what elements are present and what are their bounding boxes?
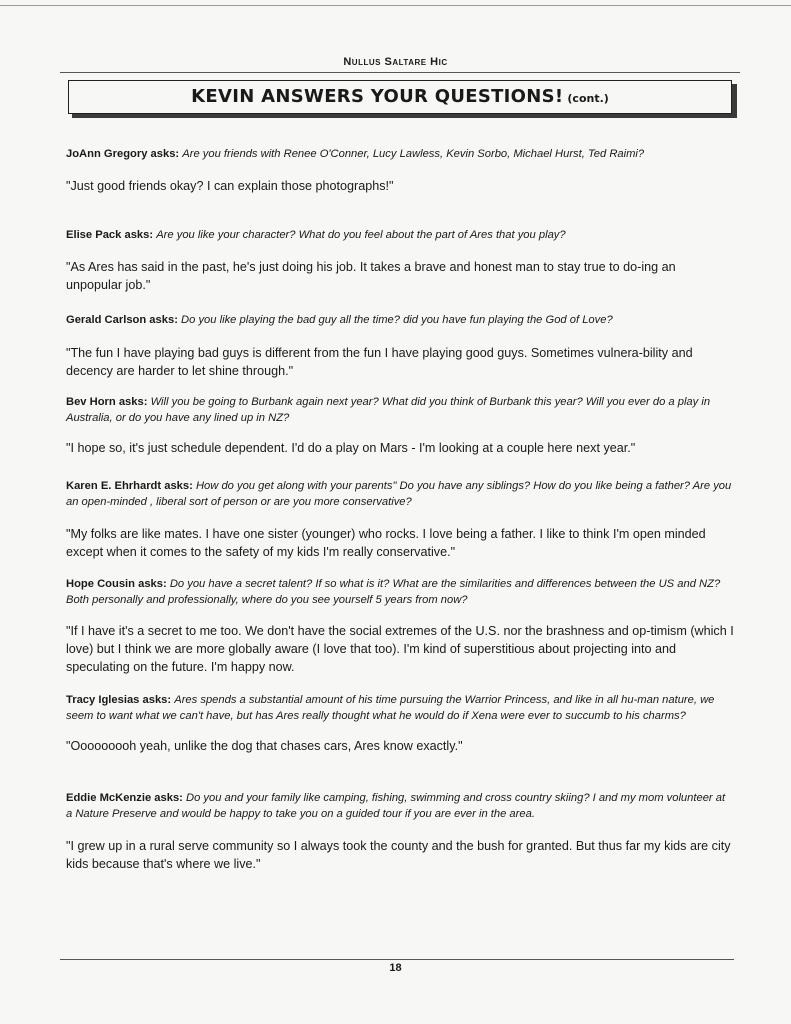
title-suffix: (cont.) bbox=[567, 92, 609, 105]
qa-item bbox=[66, 227, 734, 294]
scan-top-rule bbox=[0, 5, 791, 6]
answer-text: "As Ares has said in the past, he's just doing his job. It takes a brave and honest man to stay true to do-ing an unpopular job." bbox=[66, 260, 676, 292]
question-text: Ares spends a substantial amount of his time pursuing the Warrior Princess, and like in all hu-man nature, we seem to want what we can't have, but has Ares really thought what he would do if Xena were ever to succumb to his charms? bbox=[66, 694, 715, 722]
title-banner bbox=[68, 80, 732, 114]
asker-name: Tracy Iglesias asks: bbox=[66, 694, 172, 706]
answer-text: "My folks are like mates. I have one sister (younger) who rocks. I love being a father. I like to think I'm open minded except when it comes to the safety of my kids I'm really conservative." bbox=[66, 527, 706, 559]
question bbox=[66, 478, 734, 510]
question-text: Will you be going to Burbank again next year? What did you think of Burbank this year? Will you ever do a play in Australia, or do you have any lined up in NZ? bbox=[66, 396, 711, 424]
asker-name: Eddie McKenzie asks: bbox=[66, 792, 183, 804]
asker-name: Hope Cousin asks: bbox=[66, 578, 167, 590]
answer-text: "I hope so, it's just schedule dependent. I'd do a play on Mars - I'm looking at a couple here next year." bbox=[66, 441, 636, 455]
header-rule bbox=[60, 72, 740, 73]
question bbox=[66, 227, 734, 243]
asker-name: Bev Horn asks: bbox=[66, 396, 148, 408]
question-text: Do you and your family like camping, fishing, swimming and cross country skiing? I and my mom volunteer at a Nature Preserve and would be happy to take you on a guided tour if you are ever in the area. bbox=[66, 792, 726, 820]
question bbox=[66, 312, 734, 328]
question bbox=[66, 146, 734, 162]
question bbox=[66, 394, 734, 426]
asker-name: Gerald Carlson asks: bbox=[66, 314, 178, 326]
asker-name: Elise Pack asks: bbox=[66, 229, 154, 241]
question-text: How do you get along with your parents" Do you have any siblings? How do you like being a father? Are you an open-minded , liberal sort of person or are you more conservative? bbox=[66, 480, 732, 508]
question-text: Are you like your character? What do you feel about the part of Ares that you play? bbox=[156, 229, 566, 241]
page-number: 18 bbox=[389, 962, 402, 974]
question bbox=[66, 576, 734, 608]
title-shadow-right bbox=[732, 84, 737, 118]
question-text: Are you friends with Renee O'Conner, Lucy Lawless, Kevin Sorbo, Michael Hurst, Ted Raimi? bbox=[182, 148, 645, 160]
publication-name: Nullus Saltare Hic bbox=[343, 56, 448, 68]
answer-text: "If I have it's a secret to me too. We don't have the social extremes of the U.S. nor the brashness and op-timism (which I love) but I think we are more globally aware (I love that too). I'm kind of superstitious about projecting into and speculating on the future. I'm happy now. bbox=[66, 624, 734, 674]
qa-item bbox=[66, 478, 734, 561]
page-title: KEVIN ANSWERS YOUR QUESTIONS! bbox=[191, 86, 564, 107]
asker-name: JoAnn Gregory asks: bbox=[66, 148, 180, 160]
question bbox=[66, 790, 734, 822]
question bbox=[66, 692, 734, 724]
question-text: Do you like playing the bad guy all the time? did you have fun playing the God of Love? bbox=[181, 314, 613, 326]
answer-text: "I grew up in a rural serve community so I always took the county and the bush for granted. But thus far my kids are city kids because that's where we live." bbox=[66, 839, 731, 871]
qa-item bbox=[66, 312, 734, 380]
qa-item bbox=[66, 394, 734, 457]
question-text: Do you have a secret talent? If so what is it? What are the similarities and differences between the US and NZ? Both personally and professionally, where do you see yourself 5 years from now? bbox=[66, 578, 721, 606]
footer-rule bbox=[60, 959, 734, 960]
qa-item bbox=[66, 146, 734, 195]
answer-text: "The fun I have playing bad guys is different from the fun I have playing good guys. Sometimes vulnera-bility and decency are harder to let shine through." bbox=[66, 346, 693, 378]
qa-item bbox=[66, 692, 734, 755]
answer-text: "Just good friends okay? I can explain those photographs!" bbox=[66, 179, 394, 193]
qa-item bbox=[66, 576, 734, 676]
asker-name: Karen E. Ehrhardt asks: bbox=[66, 480, 193, 492]
answer-text: "Ooooooooh yeah, unlike the dog that chases cars, Ares know exactly." bbox=[66, 739, 463, 753]
qa-item bbox=[66, 790, 734, 873]
